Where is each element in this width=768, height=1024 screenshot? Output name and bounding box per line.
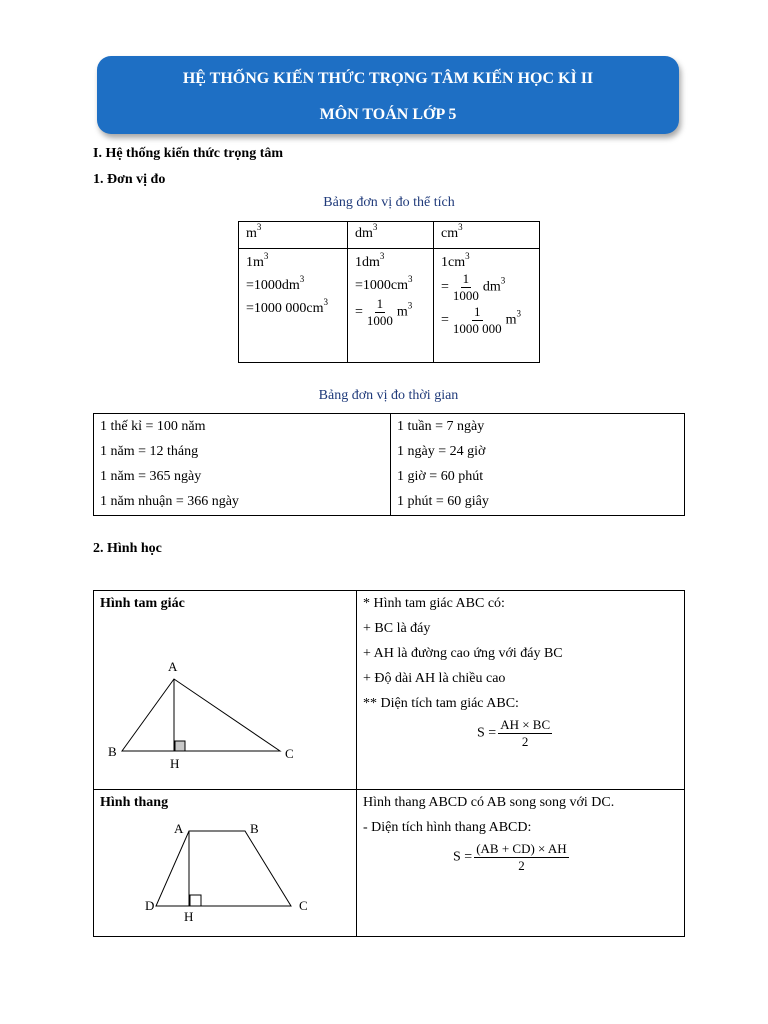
fraction: $\frac{1}{1000 000}$ [452,304,502,336]
right-angle-marker [175,741,185,751]
time-item: 1 ngày = 24 giờ [397,444,486,459]
subsection-heading-geometry: 2. Hình học [93,541,162,556]
triangle-text-line: + AH là đường cao ứng với đáy BC [363,646,563,661]
time-table [93,413,685,516]
triangle-row [94,591,685,790]
right-angle-marker [190,895,201,906]
triangle-text-line: ** Diện tích tam giác ABC: [363,696,519,711]
triangle-text-line: + Độ dài AH là chiều cao [363,671,506,686]
time-item: 1 thế kỉ = 100 năm [100,419,206,434]
trapezoid-description-cell [357,790,685,937]
time-cell-right [391,414,685,516]
fraction: $\frac{1}{1000}$ [366,296,393,328]
foot-label-h: H [170,756,180,771]
volume-table [238,221,540,363]
triangle-figure-cell [94,591,357,790]
vertex-label-d: D [145,898,155,913]
triangle-description-cell [357,591,685,790]
volume-table-caption: Bảng đơn vị đo thể tích [323,195,455,210]
trapezoid-figure-cell [94,790,357,937]
time-item: 1 năm nhuận = 366 ngày [100,494,239,509]
trapezoid-text-line: Hình thang ABCD có AB song song với DC. [363,795,615,810]
time-item: 1 phút = 60 giây [397,494,489,509]
time-item: 1 năm = 365 ngày [100,469,202,484]
geometry-table [93,590,685,937]
volume-header-m3: $m^3$ [239,222,348,249]
volume-cell-m3: $1m^3$ $=1000dm^3$ =1000 $000cm^3$ [239,249,348,363]
vertex-label-c: C [285,746,294,761]
volume-cell-cm3: $1cm^3$ = $\frac{1}{1000}$ $dm^3$ = $\frac{1}{1000 000}$ $m^3$ [434,249,540,363]
time-table-caption: Bảng đơn vị đo thời gian [318,388,459,403]
banner-title-line-1: HỆ THỐNG KIẾN THỨC TRỌNG TÂM KIẾN HỌC KÌ II [182,70,594,87]
vertex-label-b: B [250,821,259,836]
banner-title-line-2: MÔN TOÁN LỚP 5 [319,106,457,123]
vertex-label-a: A [168,659,178,674]
trapezoid-diagram [94,814,344,934]
volume-header-row [239,222,540,249]
section-heading: I. Hệ thống kiến thức trọng tâm [93,146,284,161]
triangle-text-line: * Hình tam giác ABC có: [363,596,505,611]
subsection-heading-units: 1. Đơn vị đo [93,172,166,187]
vertex-label-c: C [299,898,308,913]
time-item: 1 giờ = 60 phút [397,469,484,484]
trapezoid-text-line: - Diện tích hình thang ABCD: [363,820,532,835]
vertex-label-b: B [108,744,117,759]
time-item: 1 năm = 12 tháng [100,444,199,459]
fraction: $\frac{1}{1000}$ [452,271,479,303]
trapezoid-area-formula: S = $\frac{(AB + CD) \times AH}{2}$ [453,841,567,873]
triangle-area-formula: S = $\frac{AH \times BC}{2}$ [477,717,551,749]
triangle-text-line: + BC là đáy [363,621,431,636]
volume-cell-dm3: $1dm^3$ $=1000cm^3$ = $\frac{1}{1000}$ $m^3$ [348,249,434,363]
volume-values-row [239,249,540,363]
title-banner [97,56,679,134]
trapezoid-title: Hình thang [100,795,169,810]
volume-header-dm3: $dm^3$ [348,222,434,249]
volume-header-cm3: $cm^3$ [434,222,540,249]
triangle-diagram [94,619,344,789]
time-cell-left [94,414,391,516]
triangle-shape [122,679,280,751]
triangle-title: Hình tam giác [100,596,185,611]
vertex-label-a: A [174,821,184,836]
trapezoid-shape [156,831,291,906]
time-item: 1 tuần = 7 ngày [397,419,485,434]
trapezoid-row [94,790,685,937]
foot-label-h: H [184,909,194,924]
